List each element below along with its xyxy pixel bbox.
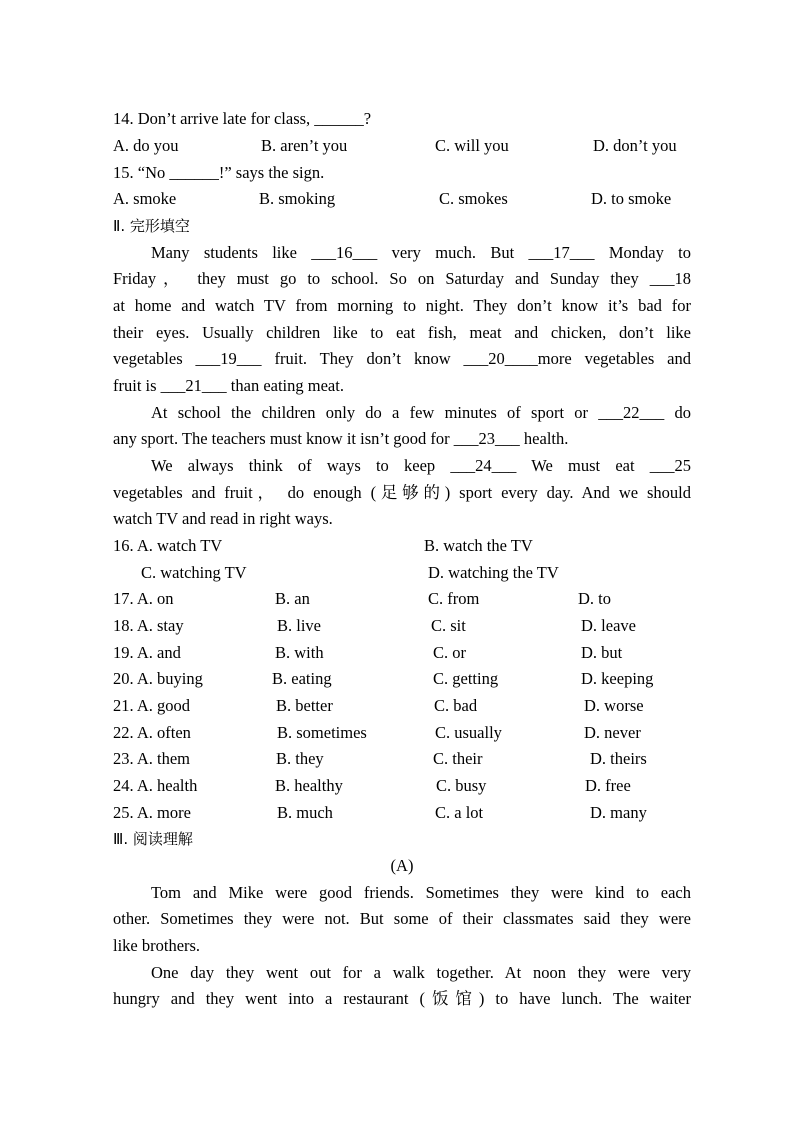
option-row-24-c: C. busy xyxy=(436,776,487,795)
q15-option-b: B. smoking xyxy=(259,189,336,208)
q14-option-d: D. don’t you xyxy=(593,136,677,155)
cloze-line: Many students like ___16___ very much. But ___17___ Monday to xyxy=(151,243,691,262)
cloze-line: fruit is ___21___ than eating meat. xyxy=(113,376,344,395)
option-row-22-d: D. never xyxy=(584,723,641,742)
q14-option-b: B. aren’t you xyxy=(261,136,348,155)
q14-option-c: C. will you xyxy=(435,136,509,155)
option-row-21-d: D. worse xyxy=(584,696,644,715)
option-row-17-c: C. from xyxy=(428,589,480,608)
option-row-20-b: B. eating xyxy=(272,669,332,688)
option-row-18-b: B. live xyxy=(277,616,321,635)
option-row-20-a: 20. A. buying xyxy=(113,669,203,688)
question-15-stem: 15. “No ______!” says the sign. xyxy=(113,163,325,182)
q15-option-c: C. smokes xyxy=(439,189,508,208)
option-row-25-b: B. much xyxy=(277,803,333,822)
q15-option-d: D. to smoke xyxy=(591,189,672,208)
option-row-24-d: D. free xyxy=(585,776,631,795)
option-row-21-a: 21. A. good xyxy=(113,696,191,715)
option-row-23-d: D. theirs xyxy=(590,749,647,768)
option-row-19-b: B. with xyxy=(275,643,324,662)
option-row-21-b: B. better xyxy=(276,696,333,715)
option-row-18-a: 18. A. stay xyxy=(113,616,184,635)
option-row-17-b: B. an xyxy=(275,589,310,608)
option-row-20-c: C. getting xyxy=(433,669,499,688)
option-row-22-c: C. usually xyxy=(435,723,502,742)
reading-line: One day they went out for a walk together. At noon they were very xyxy=(151,963,691,982)
cloze-line: We always think of ways to keep ___24___ We must eat ___25 xyxy=(151,456,691,475)
option-row-19-a: 19. A. and xyxy=(113,643,181,662)
option-row-25-a: 25. A. more xyxy=(113,803,191,822)
section-3-heading: Ⅲ. 阅读理解 xyxy=(113,830,193,848)
q14-option-a: A. do you xyxy=(113,136,179,155)
option-row-24-b: B. healthy xyxy=(275,776,343,795)
cloze-line: vegetables ___19___ fruit. They don’t know ___20____more vegetables and xyxy=(113,349,691,368)
passage-label: (A) xyxy=(390,856,414,875)
cloze-line: their eyes. Usually children like to eat fish, meat and chicken, don’t like xyxy=(113,323,691,342)
cloze-line: at home and watch TV from morning to night. They don’t know it’s bad for xyxy=(113,296,691,315)
cloze-line: watch TV and read in right ways. xyxy=(113,509,333,528)
cloze-line: vegetables and fruit， do enough (足够的) sport every day. And we should xyxy=(113,483,691,502)
option-row-24-a: 24. A. health xyxy=(113,776,198,795)
option-row-23-a: 23. A. them xyxy=(113,749,190,768)
option-row-21-c: C. bad xyxy=(434,696,478,715)
reading-line: like brothers. xyxy=(113,936,201,955)
cloze-line: Friday， they must go to school. So on Saturday and Sunday they ___18 xyxy=(113,269,691,288)
option-row-19-d: D. but xyxy=(581,643,623,662)
cloze-line: At school the children only do a few minutes of sport or ___22___ do xyxy=(151,403,691,422)
reading-line: Tom and Mike were good friends. Sometimes they were kind to each xyxy=(151,883,691,902)
option-row-23-c: C. their xyxy=(433,749,483,768)
q16-option-b: B. watch the TV xyxy=(424,536,533,555)
cloze-line: any sport. The teachers must know it isn’t good for ___23___ health. xyxy=(113,429,569,448)
option-row-20-d: D. keeping xyxy=(581,669,654,688)
question-14-stem: 14. Don’t arrive late for class, ______? xyxy=(113,109,372,128)
option-row-17-a: 17. A. on xyxy=(113,589,174,608)
q16-option-d: D. watching the TV xyxy=(428,563,559,582)
option-row-18-c: C. sit xyxy=(431,616,466,635)
option-row-17-d: D. to xyxy=(578,589,611,608)
option-row-18-d: D. leave xyxy=(581,616,636,635)
q16-option-c: C. watching TV xyxy=(141,563,247,582)
option-row-22-a: 22. A. often xyxy=(113,723,191,742)
q16-option-a: 16. A. watch TV xyxy=(113,536,223,555)
reading-line: hungry and they went into a restaurant (饭馆) to have lunch. The waiter xyxy=(113,989,691,1008)
reading-line: other. Sometimes they were not. But some of their classmates said they were xyxy=(113,909,691,928)
option-row-22-b: B. sometimes xyxy=(277,723,367,742)
option-row-25-c: C. a lot xyxy=(435,803,484,822)
option-row-19-c: C. or xyxy=(433,643,466,662)
section-2-heading: Ⅱ. 完形填空 xyxy=(113,217,190,235)
option-row-25-d: D. many xyxy=(590,803,647,822)
q15-option-a: A. smoke xyxy=(113,189,177,208)
option-row-23-b: B. they xyxy=(276,749,324,768)
